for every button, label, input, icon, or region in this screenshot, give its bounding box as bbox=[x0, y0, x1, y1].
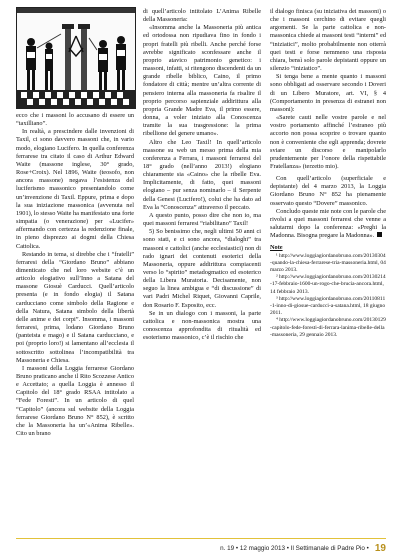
article-column-3 bbox=[270, 8, 386, 339]
article-column-1 bbox=[16, 112, 134, 438]
paragraph: Con quell’articolo (superficiale e depistante) del 4 marzo 2013, la Loggia Giordano Bruno N° 852 ha pienamente osservato questo “Dovere” massonico. bbox=[270, 175, 386, 207]
paragraph: Si tenga bene a mente quanto i massoni sono obbligati ad osservare secondo i Doveri di un Libero Muratore, art. VI, § 4 (Comportamento in presenza di estranei non massoni): bbox=[270, 73, 386, 113]
paragraph: Se in un dialogo con i massoni, la parte cattolica e non-massonica mostra una conoscenza approfondita di ritualità ed esoterismo massonico, c’è il rischio che bbox=[143, 309, 261, 342]
paragraph: A questo punto, posso dire che non io, ma quei massoni ferraresi “riabilitano” Taxil! bbox=[143, 211, 261, 228]
paragraph: I massoni della Loggia ferrarese Giordano Bruno praticano anche il Rito Scozzese Antico e Accettato; a quella Loggia è annesso il Capitolo del 18° grado RSAA intitolato a “Fede Foresti”. In un articolo di quel “Capitolo” (ancora sul website della Loggia ferrarese Giordano Bruno N° 852), è scritto che la Massoneria ha un’«Anima Ribelle». Cito un brano bbox=[16, 364, 134, 438]
notes-heading: Note bbox=[270, 244, 283, 252]
quote-paragraph: «Sarete cauti nelle vostre parole e nel vostro portamento affinché l’estraneo più accorto non possa scoprire o trovare quanto non è conveniente che egli apprenda; dovrete sviare un discorso e manipolarlo prudentemente per l’onore della rispettabile Fratellanza» (terzetto mio). bbox=[270, 114, 386, 170]
engraving-svg bbox=[17, 8, 135, 108]
footnote[interactable]: ¹ http://www.loggiagiordanobruno.com/20130304-quando-la-chiesa-ferrarese-tria-massoneria.html, 04 marzo 2013. bbox=[270, 252, 386, 273]
paragraph: il dialogo finisca (su iniziativa dei massoni) o che i massoni cerchino di evitare quegli argomenti. Se la parte cattolica e non-massonica chiede ai massoni testi “interni” ed “iniziatici”, molto probabilmente non otterrà quei testi e forse nemmeno una risposta chiara, bensì solo parole depistanti oppure un silenzio “iniziatico”. bbox=[270, 8, 386, 73]
footnote[interactable]: ⁴ http://www.loggiagiordanobruno.com/20130129-capitolo-fede-foresti-di-ferrara-lanima-ribelle-della-massoneria, 29 gennaio 2013. bbox=[270, 317, 386, 338]
footnote[interactable]: ³ http://www.loggiagiordanobruno.com/20110811-1-inno-di-giosue-carducci-a-satana.html, 18 giugno 2011. bbox=[270, 295, 386, 317]
quote-paragraph: «Insomma anche la Massoneria più antica ed ortodossa non ripudiava fino in fondo i propri fratelli più ribelli. Anche perché forse avrebbe significato sconfessare anche il proprio atavico patrimonio genetico: i massoni, infatti, si ritengono discendenti da un grande ribelle biblico, Caino, il primo fondatore di città; mentre un’altra corrente di pensiero interna alla massoneria fa risalire il proprio percorso sapienziale addirittura alla propria Grande Madre Eva, il primo essere, donna, a voler iniziato alla Conoscenza tramite la sua trasgressione: la prima ribellione del genere umano». bbox=[143, 24, 261, 138]
footer-rule bbox=[16, 538, 386, 539]
page-footer bbox=[220, 543, 386, 554]
closing-paragraph bbox=[270, 208, 386, 241]
paragraph: Restando in tema, si direbbe che i “fratelli” ferraresi della “Giordano Bruno” abbiano dimenticato che nel loro website c’è un articolo elogiativo sull’Inno a Satana del massone Giosuè Carducci. Quell’articolo presenta (e in fondo elogia) il Satana carducciano come simbolo della Ragione e della Natura, Satana simbolo della libertà delle anime e dei corpi”. Insomma, i massoni ferraresi, prima, lodano Giordano Bruno (panteista e mago) e il Satana carducciano, e poi (proprio loro!) si lamentano all’ecclesia il sottoscritto sottolinea l’incompatibilità tra Massoneria e Chiesa. bbox=[16, 250, 134, 364]
issue-info: n. 19 • 12 maggio 2013 • Il Settimanale di Padre Pio • bbox=[220, 545, 369, 552]
masonic-engraving-illustration bbox=[16, 7, 136, 109]
paragraph: In realtà, a prescindere dalle invenzioni di Taxil, ci sono davvero massoni che, in vario modo, elogiano Lucifero. In quella conferenza ferrarese tra citato il caso di Arthur Edward Waite (massone inglese, 30° grado, Rose+Croix). Nel 1896, Waite (teosofo, non ancora massone) negava l’esistenza del luciferismo massonico presentandolo come un’invenzione di Taxil. Eppure, prima e dopo la sua iniziazione massonica (avvenuta nel 1901), lo stesso Waite ha manifestato una forte simpatia (o venerazione) per «Lucifer» affermando con certezza la redenzione finale, in pieno disprezzo ai dogmi della Chiesa Cattolica. bbox=[16, 128, 134, 250]
page-number: 19 bbox=[374, 543, 386, 554]
paragraph: di quell’articolo intitolato L’Anima Ribelle della Massoneria: bbox=[143, 8, 261, 24]
footnote[interactable]: ² http://www.loggiagiordanobruno.com/20130214-17-febbraio-1600-un-rogo-che-brucia-ancora.html, 14 febbraio 2013. bbox=[270, 274, 386, 295]
article-column-2 bbox=[143, 8, 261, 342]
paragraph: 5) So benissimo che, negli ultimi 50 anni ci sono stati, e ci sono ancora, “dialoghi” tra massoni e cattolici (anche ecclesiastici) non di rado ignari dei contenuti esoterici della Massoneria, oppure addirittura compiacenti verso lo “spirito” metadogmatico ed esoterico della Libera Muratoria. Decisamente, non seguo la linea ambigua e “di discussione” di vari Padri Michel Riquet, Giovanni Caprile, don Rosario F. Esposito, ecc. bbox=[143, 228, 261, 309]
column-text: ecco che i massoni lo accusano di essere un “taxilliano”. bbox=[16, 112, 134, 128]
end-of-article-mark bbox=[377, 232, 382, 237]
closing-text: Concludo queste mie note con le parole che rivolsi a quei massoni ferraresi che venne a salutarmi dopo la conferenza: «Preghi la Madonna. Bisogna pregare la Madonna». bbox=[270, 207, 386, 240]
paragraph: Altro che Leo Taxil! In quell’articolo massone su web un messo prima della mia conferenza a Ferrara, i massoni ferraresi del 18° grado (nell’anno 2013!) elogiano chiaramente sia «Caino» che la ribelle Eva. Implicitamente, di fatto, quei massoni elogiano – pur senza nominarlo – il Serpente della Genesi (Lucifero!), colui che ha dato ad Eva la “Conoscenza” attraverso il peccato. bbox=[143, 138, 261, 211]
